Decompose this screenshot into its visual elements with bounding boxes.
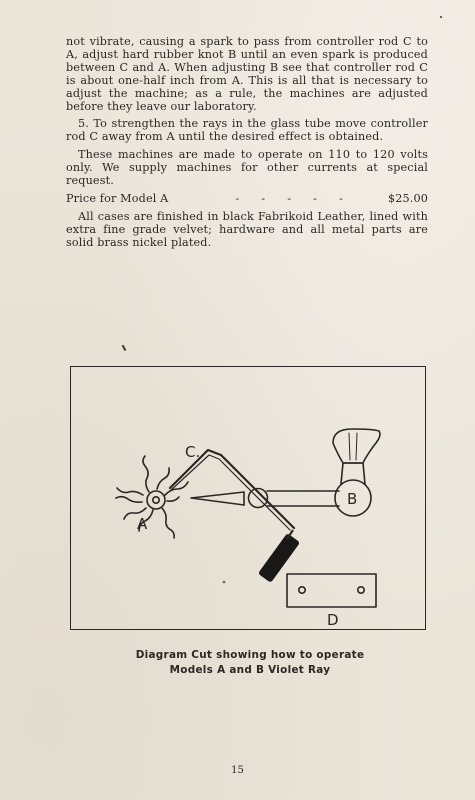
spark-rays [116, 456, 188, 538]
electrode-a [147, 491, 165, 509]
label-d: D [327, 611, 339, 628]
rod-grip [258, 530, 300, 583]
paragraph-adjustment: not vibrate, causing a spark to pass from controller rod C to A, adjust hard rubber knot B until an even spark is produced between C and A. When adjusting B see that controller rod C is about one-half inch from A. This is all that is necessary to adjust the machine; as a rule, the machines are adjusted before they leave our laboratory. [66, 35, 428, 113]
ink-speck [122, 345, 126, 351]
controller-rod-c [170, 450, 294, 528]
plate-hole-left [299, 587, 305, 593]
plate-d [287, 574, 376, 607]
figure-caption-line-1: Diagram Cut showing how to operate [135, 649, 365, 661]
knot-b-stem [341, 463, 365, 484]
paragraph-step-5: 5. To strengthen the rays in the glass tube move controller rod C away from A until the desired effect is obtained. [66, 117, 428, 144]
price-label: Price for Model A [66, 191, 169, 205]
pointer-tip [191, 492, 244, 505]
controller-rod-c-inner [170, 455, 290, 530]
handle-groove [356, 433, 357, 460]
handle-groove [349, 433, 350, 460]
paragraph-voltage: These machines are made to operate on 110 to 120 volts only. We supply machines for other currents at special request. [66, 148, 428, 188]
price-value: $25.00 [387, 191, 428, 205]
paragraph-finish: All cases are finished in black Fabrikoid Leather, lined with extra fine grade velvet; hardware and all metal parts are solid brass nickel plated. [66, 209, 428, 249]
label-c: C. [185, 443, 201, 461]
electrode-a-center [153, 497, 159, 503]
label-a: A [137, 515, 148, 533]
ink-speck [223, 581, 226, 584]
violet-ray-diagram [71, 367, 424, 628]
label-b: B [347, 490, 358, 508]
page-number: 15 [231, 765, 244, 776]
price-dashes: - - - - - [235, 191, 344, 205]
figure-caption-line-2: Models A and B Violet Ray [169, 664, 331, 676]
price-line [66, 193, 428, 206]
ink-speck [440, 16, 442, 18]
diagram-figure [70, 366, 426, 630]
plate-hole-right [358, 587, 364, 593]
body-text [66, 36, 428, 255]
